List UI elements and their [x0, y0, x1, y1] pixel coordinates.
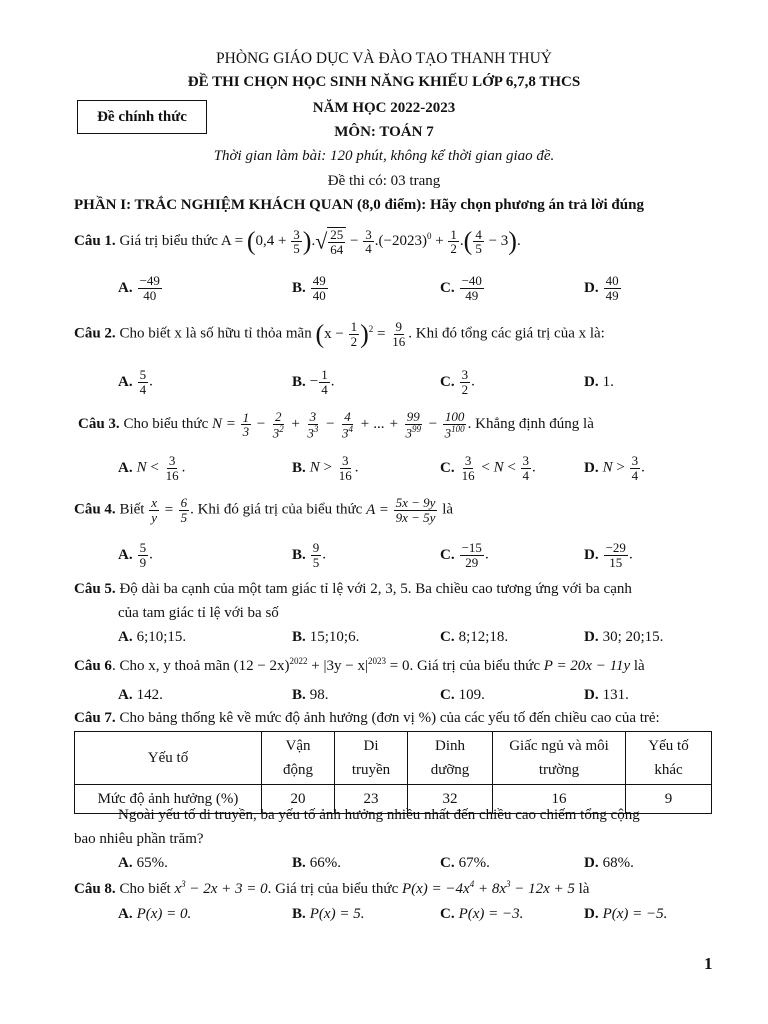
table-col-header: Vận động — [262, 732, 335, 785]
q4-option-c[interactable]: C. $\frac{-15}{29}$ . — [440, 540, 489, 570]
q5-option-a[interactable]: A. 6;10;15. — [118, 629, 187, 645]
q5-option-d[interactable]: D. 30; 20;15. — [584, 629, 664, 645]
table-col-header: Giấc ngủ và môi trường — [493, 732, 626, 785]
q5-option-c[interactable]: C. 8;12;18. — [440, 629, 509, 645]
q1-label: Câu 1. — [74, 233, 116, 250]
dept-name: PHÒNG GIÁO DỤC VÀ ĐÀO TẠO THANH THUỶ — [216, 50, 552, 67]
table-col-header: Yếu tố khác — [626, 732, 712, 785]
question-5: Câu 5. Độ dài ba cạnh của một tam giác tỉ lệ với 2, 3, 5. Ba chiều cao tương ứng với ba cạnh — [74, 581, 632, 597]
q4-option-b[interactable]: B. $\frac{9}{5}$ . — [292, 540, 327, 570]
question-5-cont: của tam giác tỉ lệ với ba số — [118, 605, 279, 621]
q1-expression: A = (0,4 + $\frac{3}{5}$ ).√ $\frac{25}{64}$ − $\frac{3}{4}$ $.(-2023)^0$ + $\frac{1}{2}$ .( $\frac{4}{5}$ − 3). — [220, 226, 521, 257]
q2-option-d[interactable]: D. 1. — [584, 374, 614, 390]
q6-option-b[interactable]: B. 98. — [292, 687, 329, 703]
question-3: Câu 3. Cho biểu thức N = $\frac{1}{3}$ − $\frac{2}{3^2}$ + $\frac{3}{3^3}$ − $\frac{4}{3^4}$ + ... + $\frac{99}{3^{99}}$ − $\frac{100}{3^{100}}$ . Khẳng định đúng là — [78, 409, 594, 440]
q2-expression: (x − $\frac{1}{2}$ )$^2$ = $\frac{9}{16}$ — [315, 319, 406, 349]
question-2: Câu 2. Cho biết x là số hữu tỉ thỏa mãn (x − $\frac{1}{2}$ )$^2$ = $\frac{9}{16}$ . Khi đó tổng các giá trị của x là: — [74, 319, 605, 349]
q3-option-d[interactable]: D. N > $\frac{3}{4}$ . — [584, 453, 645, 483]
school-year: NĂM HỌC 2022-2023 — [312, 100, 456, 116]
q3-expression: N = $\frac{1}{3}$ − $\frac{2}{3^2}$ + $\frac{3}{3^3}$ − $\frac{4}{3^4}$ + ... + $\frac{99}{3^{99}}$ − $\frac{100}{3^{100}}$ — [211, 409, 465, 440]
table-cell: 9 — [626, 785, 712, 814]
q6-option-c[interactable]: C. 109. — [440, 687, 485, 703]
q5-option-b[interactable]: B. 15;10;6. — [292, 629, 360, 645]
question-6: Câu 6. Cho x, y thoả mãn $(12 - 2x)^{2022} + |3y - x|^{2023} = 0$. Giá trị của biểu thức P = 20x − 11y là — [74, 656, 645, 674]
table-cell: 16 — [493, 785, 626, 814]
q4-option-d[interactable]: D. $\frac{-29}{15}$ . — [584, 540, 633, 570]
q1-option-b[interactable]: B. $\frac{49}{40}$ — [292, 273, 326, 303]
q1-option-a[interactable]: A. $\frac{-49}{40}$ — [118, 273, 160, 303]
q1-option-d[interactable]: D. $\frac{40}{49}$ — [584, 273, 619, 303]
table-col-header: Di truyền — [335, 732, 408, 785]
q7-option-a[interactable]: A. 65%. — [118, 855, 168, 871]
table-cell: 20 — [262, 785, 335, 814]
table-row-label: Mức độ ảnh hưởng (%) — [75, 785, 262, 814]
table-row — [75, 732, 712, 785]
q6-option-d[interactable]: D. 131. — [584, 687, 629, 703]
q7-stats-table — [74, 731, 712, 814]
q3-option-b[interactable]: B. N > $\frac{3}{16}$ . — [292, 453, 359, 483]
q7-option-b[interactable]: B. 66%. — [292, 855, 342, 871]
question-8: Câu 8. Cho biết $x^3 - 2x + 3 = 0$. Giá trị của biểu thức $P(x) = -4x^4 + 8x^3 - 12x + 5$ là — [74, 879, 590, 897]
q1-option-c[interactable]: C. $\frac{-40}{49}$ — [440, 273, 482, 303]
table-col-header: Dinh dưỡng — [408, 732, 493, 785]
q2-option-a[interactable]: A. $\frac{5}{4}$ . — [118, 367, 153, 397]
q3-option-c[interactable]: C. $\frac{3}{16}$ < N < $\frac{3}{4}$ . — [440, 453, 536, 483]
q3-option-a[interactable]: A. N < $\frac{3}{16}$ . — [118, 453, 186, 483]
q7-option-d[interactable]: D. 68%. — [584, 855, 634, 871]
q7-option-c[interactable]: C. 67%. — [440, 855, 490, 871]
q8-option-d[interactable]: D. P(x) = −5. — [584, 906, 668, 922]
table-cell: 32 — [408, 785, 493, 814]
q1-text: Giá trị biểu thức — [119, 233, 218, 250]
q6-option-a[interactable]: A. 142. — [118, 687, 163, 703]
question-7: Câu 7. Cho bảng thống kê về mức độ ảnh hưởng (đơn vị %) của các yếu tố đến chiều cao của trẻ: — [74, 710, 660, 726]
q8-option-b[interactable]: B. P(x) = 5. — [292, 906, 365, 922]
q8-option-a[interactable]: A. P(x) = 0. — [118, 906, 192, 922]
question-7-cont-1: Ngoài yếu tố di truyền, ba yếu tố ảnh hưởng nhiều nhất đến chiều cao chiếm tổng cộng — [118, 807, 640, 823]
question-4: Câu 4. Biết $\frac{x}{y}$ = $\frac{6}{5}$ . Khi đó giá trị của biểu thức A = $\frac{5x - 9y}{9x - 5y}$ là — [74, 495, 454, 525]
table-cell: 23 — [335, 785, 408, 814]
official-stamp-box: Đề chính thức — [77, 100, 207, 134]
question-7-cont-2: bao nhiêu phần trăm? — [74, 831, 204, 847]
page-count: Đề thi có: 03 trang — [327, 173, 441, 189]
exam-title: ĐỀ THI CHỌN HỌC SINH NĂNG KHIẾU LỚP 6,7,8 THCS — [187, 74, 581, 90]
q4-option-a[interactable]: A. $\frac{5}{9}$ . — [118, 540, 153, 570]
time-note: Thời gian làm bài: 120 phút, không kể thời gian giao đề. — [213, 148, 555, 164]
q2-option-c[interactable]: C. $\frac{3}{2}$ . — [440, 367, 475, 397]
part-one-heading: PHẦN I: TRẮC NGHIỆM KHÁCH QUAN (8,0 điểm): Hãy chọn phương án trả lời đúng — [74, 197, 644, 213]
q8-option-c[interactable]: C. P(x) = −3. — [440, 906, 524, 922]
question-1 — [74, 227, 521, 256]
q2-option-b[interactable]: B. − $\frac{1}{4}$ . — [292, 367, 335, 397]
page-number: 1 — [704, 954, 713, 973]
table-header-label: Yếu tố — [75, 732, 262, 785]
subject-title: MÔN: TOÁN 7 — [334, 124, 434, 140]
